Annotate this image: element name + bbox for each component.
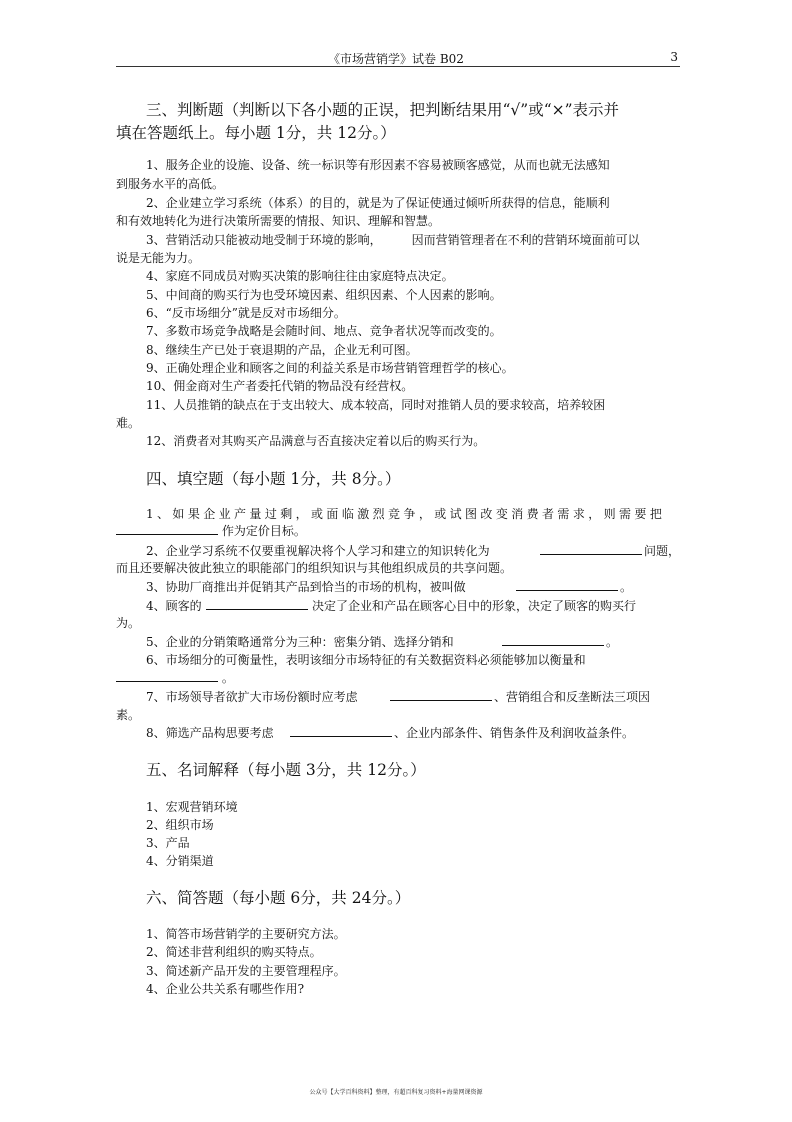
answer-blank[interactable]: [206, 597, 308, 610]
answer-blank[interactable]: [116, 522, 218, 535]
judge-item-9: 9、正确处理企业和顾客之间的利益关系是市场营销管理哲学的核心。: [146, 361, 514, 375]
judge-item-1-cont: 到服务水平的高低。: [116, 177, 225, 191]
fill-item-4-cont: 为。: [116, 616, 141, 630]
page-footer: 公众号【大学百科资料】整理，有超百科复习资料+海量网课资源: [309, 1089, 483, 1096]
fill-item-3-tail: 。: [620, 580, 633, 594]
answer-blank[interactable]: [502, 633, 604, 646]
fill-item-7: 7、市场领导者欲扩大市场份额时应考虑: [146, 690, 358, 704]
judge-item-2: 2、企业建立学习系统（体系）的目的，就是为了保证使通过倾听所获得的信息，能顺利: [146, 196, 610, 210]
term-item-4: 4、分销渠道: [146, 854, 214, 868]
short-answer-item-3: 3、简述新产品开发的主要管理程序。: [146, 964, 346, 978]
short-answer-item-4: 4、企业公共关系有哪些作用?: [146, 982, 305, 996]
page-header: [116, 50, 680, 67]
answer-blank[interactable]: [516, 578, 618, 591]
section-3-heading-line2: 填在答题纸上。每小题 1分，共 12分。）: [116, 124, 396, 142]
document-title: 《市场营销学》试卷 B02: [328, 52, 464, 66]
term-item-3: 3、产品: [146, 836, 190, 850]
term-item-1: 1、宏观营销环境: [146, 800, 238, 814]
answer-blank[interactable]: [116, 669, 218, 682]
judge-item-6: 6、“反市场细分”就是反对市场细分。: [146, 306, 346, 320]
section-3-heading-line1: 三、判断题（判断以下各小题的正误，把判断结果用“√”或“×”表示并: [146, 101, 620, 119]
judge-item-11-cont: 难。: [116, 416, 141, 430]
fill-item-1: 1、如果企业产量过剩，或面临激烈竞争，或试图改变消费者需求，则需要把: [146, 507, 666, 521]
judge-item-2-cont: 和有效地转化为进行决策所需要的情报、知识、理解和智慧。: [116, 214, 441, 228]
fill-item-5: 5、企业的分销策略通常分为三种：密集分销、选择分销和: [146, 635, 454, 649]
judge-item-7: 7、多数市场竞争战略是会随时间、地点、竞争者状况等而改变的。: [146, 324, 502, 338]
judge-item-11: 11、人员推销的缺点在于支出较大、成本较高，同时对推销人员的要求较高，培养较困: [146, 398, 606, 412]
term-item-2: 2、组织市场: [146, 818, 214, 832]
section-6-heading: 六、简答题（每小题 6分，共 24分。）: [146, 889, 411, 907]
section-5-heading: 五、名词解释（每小题 3分，共 12分。）: [146, 761, 426, 779]
section-4-heading: 四、填空题（每小题 1分，共 8分。）: [146, 470, 401, 488]
judge-item-4: 4、家庭不同成员对购买决策的影响往往由家庭特点决定。: [146, 269, 454, 283]
answer-blank[interactable]: [290, 724, 392, 737]
fill-item-4-tail: 决定了企业和产品在顾客心目中的形象，决定了顾客的购买行: [312, 599, 637, 613]
judge-item-3: 3、营销活动只能被动地受制于环境的影响， 因而营销管理者在不利的营销环境面前可以: [146, 233, 640, 247]
judge-item-3-cont: 说是无能为力。: [116, 251, 201, 265]
fill-item-1-cont: 作为定价目标。: [116, 522, 306, 539]
fill-item-2-tail: 问题，: [644, 544, 681, 558]
short-answer-item-2: 2、简述非营利组织的购买特点。: [146, 945, 322, 959]
fill-item-2-cont: 而且还要解决彼此独立的职能部门的组织知识与其他组织成员的共享问题。: [116, 561, 513, 575]
fill-item-6: 6、市场细分的可衡量性，表明该细分市场特征的有关数据资料必须能够加以衡量和: [146, 653, 586, 667]
page-number: 3: [670, 50, 678, 64]
fill-item-5-tail: 。: [606, 635, 619, 649]
judge-item-1: 1、服务企业的设施、设备、统一标识等有形因素不容易被顾客感觉，从而也就无法感知: [146, 158, 610, 172]
fill-item-7-cont: 素。: [116, 708, 141, 722]
fill-item-8: 8、筛选产品构思要考虑: [146, 726, 274, 740]
fill-item-7-tail: 、营销组合和反垄断法三项因: [494, 690, 651, 704]
fill-item-3: 3、协助厂商推出并促销其产品到恰当的市场的机构，被叫做: [146, 580, 466, 594]
fill-item-6-cont: 。: [116, 669, 234, 686]
judge-item-5: 5、中间商的购买行为也受环境因素、组织因素、个人因素的影响。: [146, 288, 502, 302]
judge-item-8: 8、继续生产已处于衰退期的产品，企业无利可图。: [146, 343, 418, 357]
answer-blank[interactable]: [390, 688, 492, 701]
fill-item-4: 4、顾客的: [146, 599, 202, 613]
short-answer-item-1: 1、简答市场营销学的主要研究方法。: [146, 927, 346, 941]
judge-item-12: 12、消费者对其购买产品满意与否直接决定着以后的购买行为。: [146, 434, 486, 448]
answer-blank[interactable]: [540, 542, 642, 555]
fill-item-8-tail: 、企业内部条件、销售条件及利润收益条件。: [394, 726, 635, 740]
judge-item-10: 10、佣金商对生产者委托代销的物品没有经营权。: [146, 379, 414, 393]
fill-item-2: 2、企业学习系统不仅要重视解决将个人学习和建立的知识转化为: [146, 544, 490, 558]
